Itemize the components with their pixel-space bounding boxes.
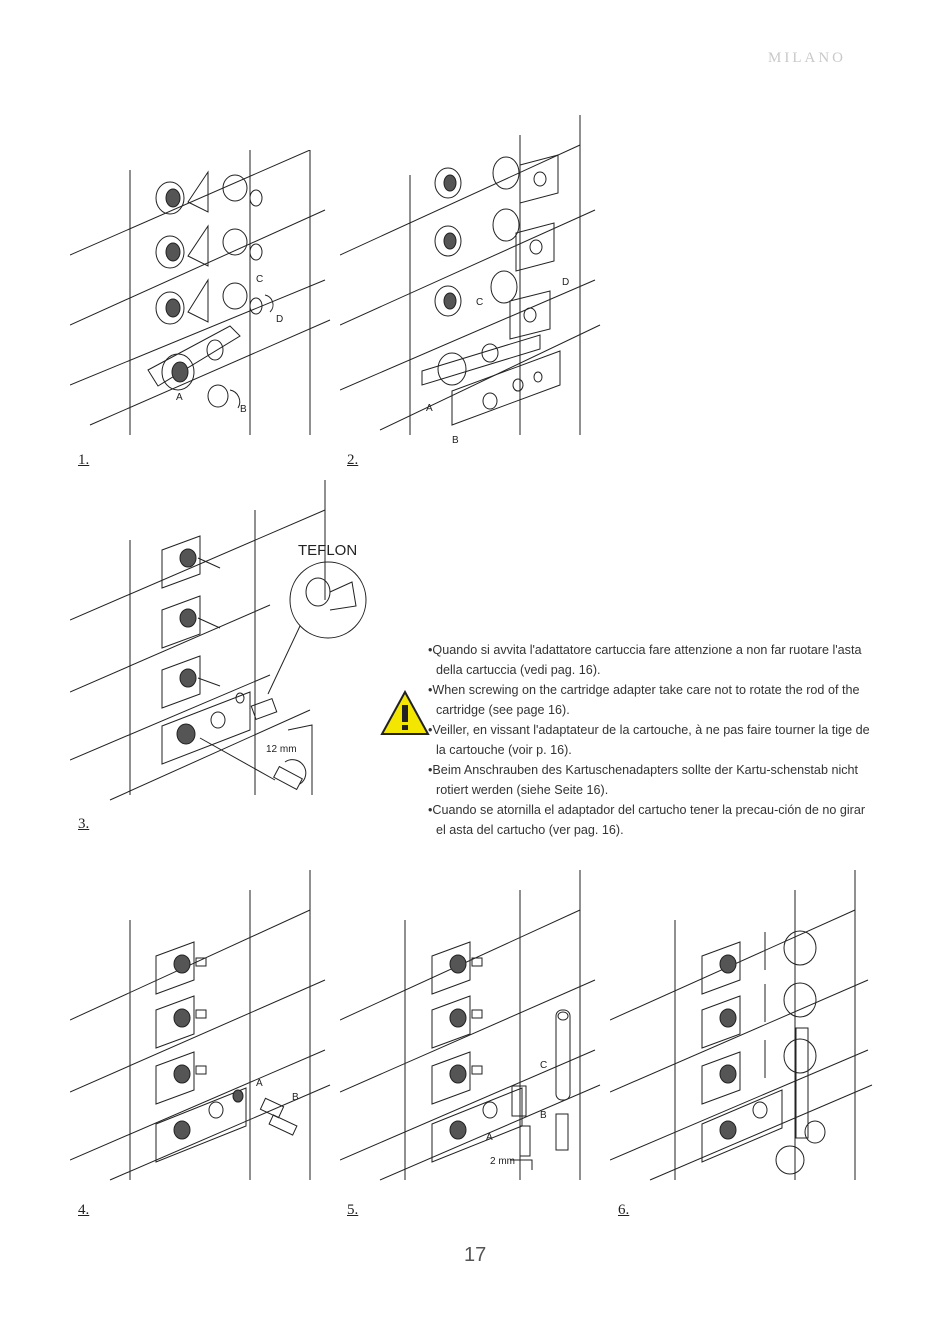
note-spanish: •Cuando se atornilla el adaptador del cartucho tener la precau-ción de no girar el asta del cartucho (ver pag. 16). — [428, 803, 866, 837]
figure-step-2 — [340, 115, 610, 445]
step-label-5: 5. — [347, 1202, 359, 1218]
svg-text:A: A — [256, 1078, 263, 1089]
svg-text:B: B — [540, 1110, 547, 1121]
step-label-1: 1. — [78, 452, 90, 468]
note-french: •Veiller, en vissant l'adaptateur de la cartouche, à ne pas faire tourner la tige de la cartouche (voir p. 16). — [428, 723, 870, 757]
step-label-6: 6. — [618, 1202, 630, 1218]
svg-text:A: A — [486, 1132, 493, 1143]
svg-text:D: D — [562, 277, 570, 288]
svg-text:D: D — [276, 314, 284, 325]
figure-step-1 — [70, 150, 340, 450]
brand-logo: MILANO — [768, 50, 846, 66]
note-german: •Beim Anschrauben des Kartuschenadapters sollte der Kartu-schenstab nicht rotiert werden (siehe Seite 16). — [428, 763, 859, 797]
svg-text:C: C — [540, 1060, 548, 1071]
page-number: 17 — [464, 1244, 487, 1266]
note-italian: •Quando si avvita l'adattatore cartuccia fare attenzione a non far ruotare l'asta della cartuccia (vedi pag. 16). — [428, 643, 862, 677]
measure-12mm-label: 12 mm — [266, 744, 297, 755]
svg-text:A: A — [426, 403, 433, 414]
step-label-2: 2. — [347, 452, 359, 468]
svg-text:C: C — [476, 297, 484, 308]
svg-text:A: A — [176, 392, 183, 403]
svg-text:B: B — [292, 1092, 299, 1103]
warning-notes — [428, 640, 878, 840]
svg-text:C: C — [256, 274, 264, 285]
step-label-3: 3. — [78, 816, 90, 832]
figure-step-3 — [70, 480, 380, 810]
measure-2mm-label: 2 mm — [490, 1156, 515, 1167]
step-label-4: 4. — [78, 1202, 90, 1218]
warning-triangle-icon — [380, 690, 430, 736]
svg-text:B: B — [240, 404, 247, 415]
teflon-label: TEFLON — [298, 542, 358, 559]
figure-step-6 — [610, 870, 880, 1190]
note-english: •When screwing on the cartridge adapter take care not to rotate the rod of the cartridge (see page 16). — [428, 683, 860, 717]
svg-text:B: B — [452, 435, 459, 445]
figure-step-5 — [340, 870, 610, 1190]
figure-step-4 — [70, 870, 340, 1190]
